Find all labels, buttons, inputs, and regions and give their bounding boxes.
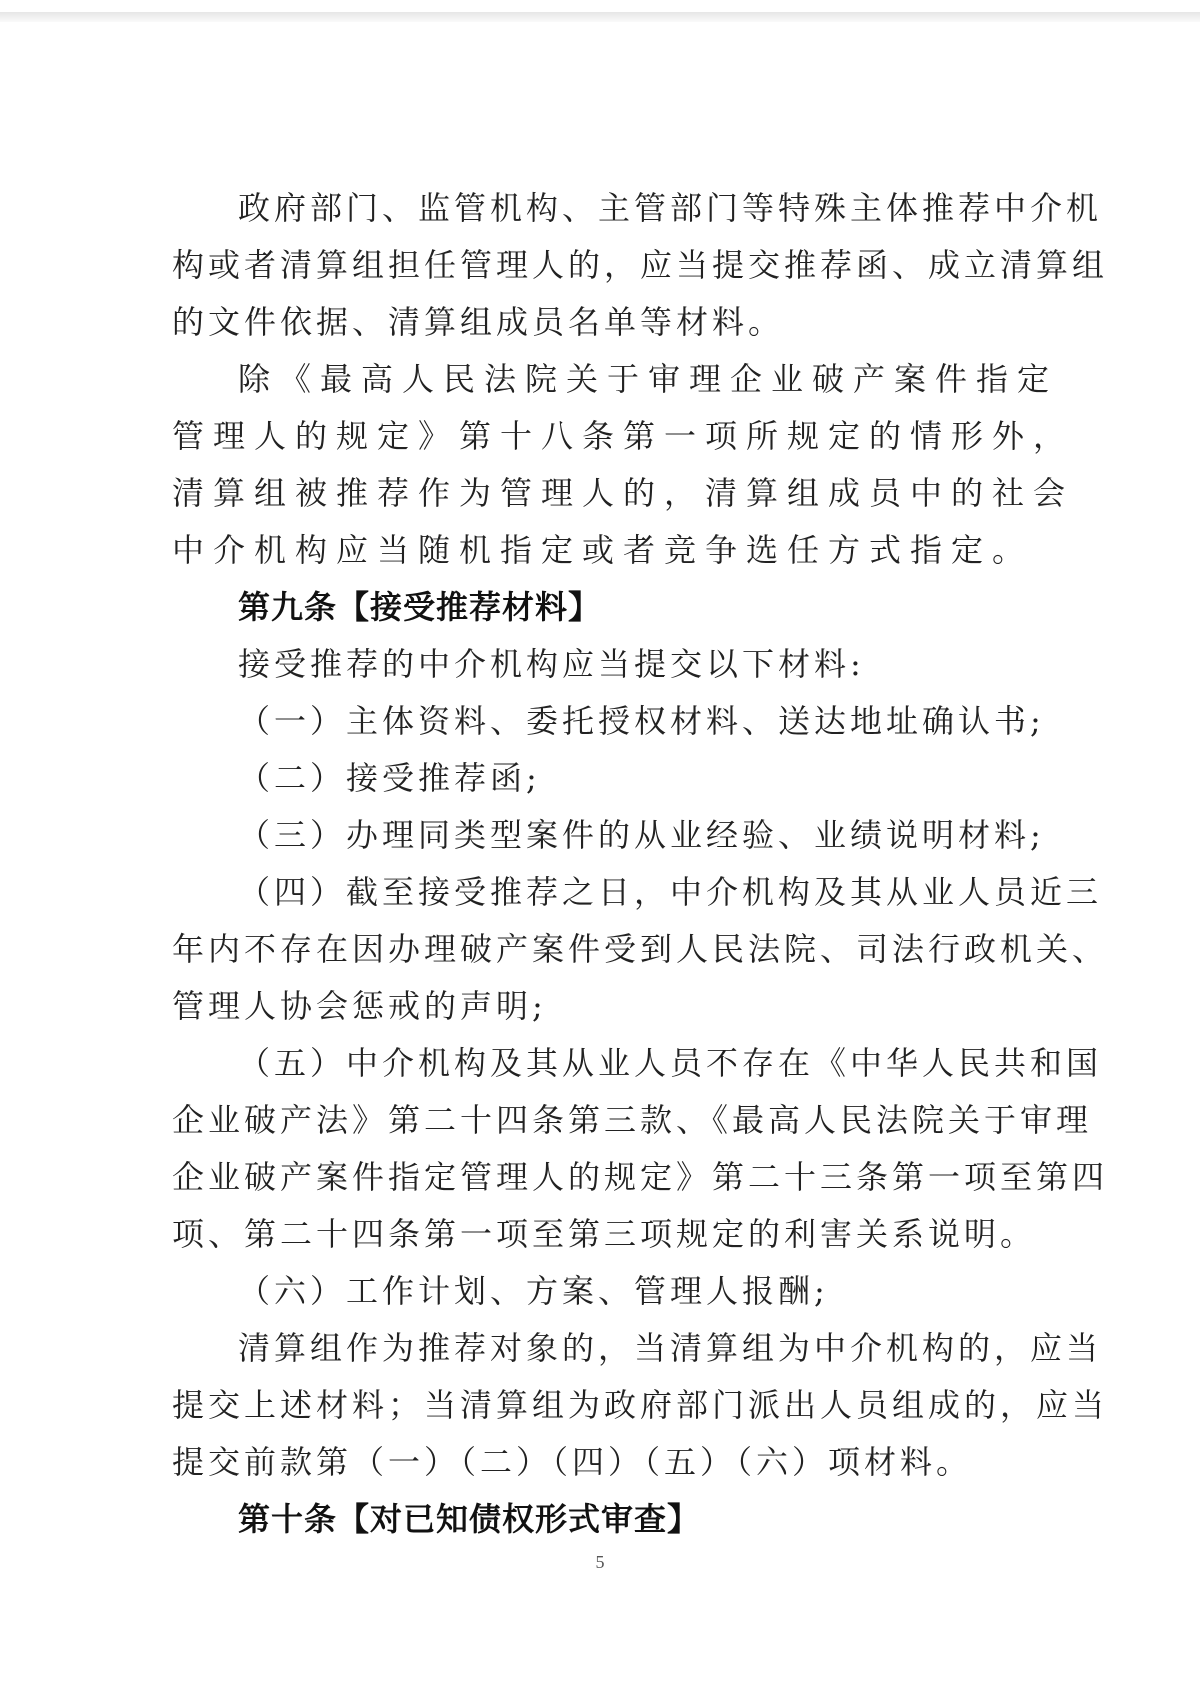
text-line: （五）中介机构及其从业人员不存在《中华人民共和国 (238, 1044, 1103, 1082)
article-10-heading: 第十条【对已知债权形式审查】 (238, 1500, 701, 1538)
text-line: 的文件依据、清算组成员名单等材料。 (172, 303, 785, 341)
text-line: 年内不存在因办理破产案件受到人民法院、司法行政机关、 (172, 930, 1109, 968)
paragraph-liquidation-materials (172, 1320, 1109, 1491)
list-item-4 (172, 864, 1109, 1035)
text-line: 提交前款第（一）（二）（四）（五）（六）项材料。 (172, 1443, 973, 1481)
text-line: 管理人的规定》第十八条第一项所规定的情形外， (172, 417, 1075, 455)
paragraph-special-subjects (172, 180, 1109, 351)
text-line: （二）接受推荐函; (238, 759, 541, 797)
text-line: 管理人协会惩戒的声明; (172, 987, 547, 1025)
text-line: 提交上述材料；当清算组为政府部门派出人员组成的，应当 (172, 1386, 1109, 1424)
text-line: 接受推荐的中介机构应当提交以下材料: (238, 645, 865, 683)
list-item-1 (172, 693, 1045, 750)
text-line: 清算组被推荐作为管理人的，清算组成员中的社会 (172, 474, 1075, 512)
list-item-6 (172, 1263, 1004, 1320)
text-line: 清算组作为推荐对象的，当清算组为中介机构的，应当 (238, 1329, 1103, 1367)
list-item-2 (172, 750, 1004, 807)
article-9-heading: 第九条【接受推荐材料】 (238, 588, 602, 626)
text-line: 政府部门、监管机构、主管部门等特殊主体推荐中介机 (238, 189, 1103, 227)
text-line: 企业破产案件指定管理人的规定》第二十三条第一项至第四 (172, 1158, 1109, 1196)
text-line: 中介机构应当随机指定或者竞争选任方式指定。 (172, 531, 1034, 569)
text-line: 构或者清算组担任管理人的，应当提交推荐函、成立清算组 (172, 246, 1109, 284)
text-line: （四）截至接受推荐之日，中介机构及其从业人员近三 (238, 873, 1103, 911)
list-item-5 (172, 1035, 1109, 1263)
list-item-3 (172, 807, 1045, 864)
text-line: （一）主体资料、委托授权材料、送达地址确认书; (238, 702, 1045, 740)
text-line: 项、第二十四条第一项至第三项规定的利害关系说明。 (172, 1215, 1037, 1253)
text-line: 除《最高人民法院关于审理企业破产案件指定 (238, 360, 1059, 398)
paragraph-materials-intro (172, 636, 1004, 693)
document-body (172, 180, 1109, 1548)
scan-edge (0, 12, 1200, 22)
paragraph-liquidation-group (172, 351, 1075, 579)
page-number: 5 (595, 1552, 605, 1572)
text-line: （六）工作计划、方案、管理人报酬; (238, 1272, 829, 1310)
text-line: （三）办理同类型案件的从业经验、业绩说明材料; (238, 816, 1045, 854)
text-line: 企业破产法》第二十四条第三款、《最高人民法院关于审理 (172, 1101, 1093, 1139)
